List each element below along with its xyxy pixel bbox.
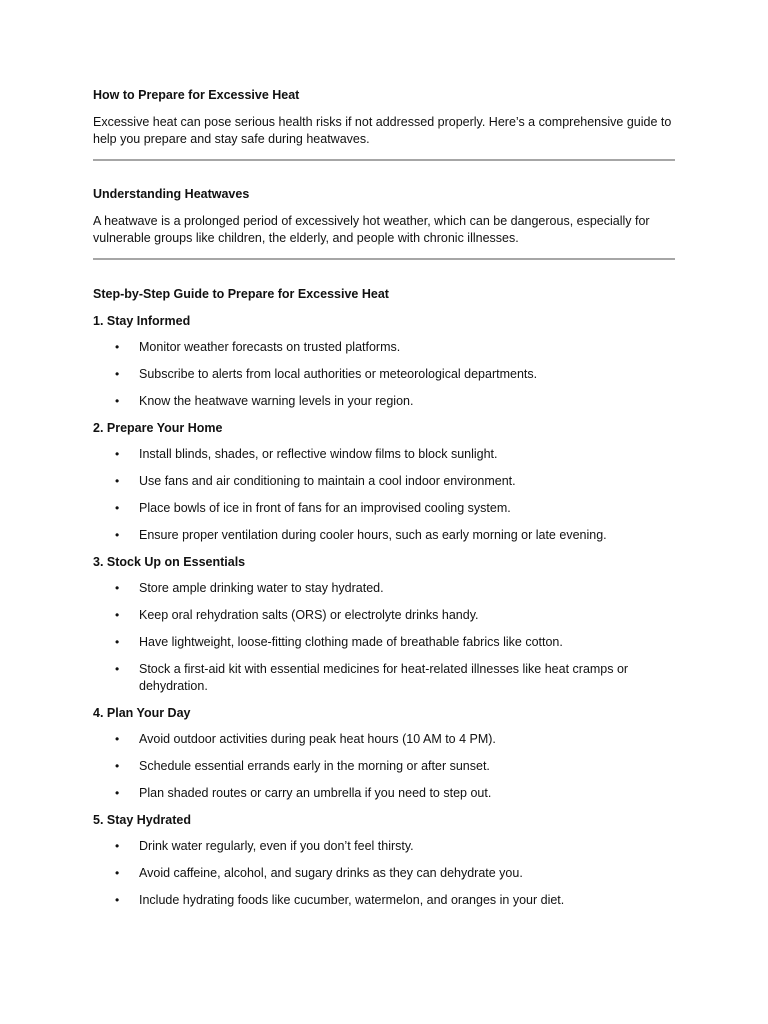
list-item-text: Store ample drinking water to stay hydrated. [139, 581, 384, 595]
list-item [93, 892, 675, 909]
bullet-icon: • [115, 732, 120, 746]
bullet-icon: • [115, 759, 120, 773]
section-heading: 1. Stay Informed [93, 314, 191, 328]
list-item [93, 393, 675, 410]
bullet-icon: • [115, 581, 120, 595]
list-item-text: Ensure proper ventilation during cooler hours, such as early morning or late evening. [139, 528, 607, 542]
bullet-icon: • [115, 501, 120, 515]
list-item [93, 661, 675, 695]
bullet-list [93, 580, 675, 695]
guide-sections [93, 312, 675, 909]
list-item [93, 838, 675, 855]
list-item-text: Plan shaded routes or carry an umbrella if you need to step out. [139, 786, 492, 800]
understanding-paragraph: A heatwave is a prolonged period of excessively hot weather, which can be dangerous, especially for vulnerable groups like children, the elderly, and people with chronic illnesses. [93, 214, 650, 245]
list-item [93, 731, 675, 748]
bullet-icon: • [115, 528, 120, 542]
list-item [93, 446, 675, 463]
bullet-icon: • [115, 474, 120, 488]
bullet-icon: • [115, 839, 120, 853]
bullet-icon: • [115, 447, 120, 461]
list-item [93, 865, 675, 882]
list-item [93, 785, 675, 802]
guide-heading: Step-by-Step Guide to Prepare for Excessive Heat [93, 287, 389, 301]
bullet-icon: • [115, 367, 120, 381]
bullet-list [93, 446, 675, 544]
list-item [93, 473, 675, 490]
list-item-text: Avoid outdoor activities during peak heat hours (10 AM to 4 PM). [139, 732, 496, 746]
intro-paragraph: Excessive heat can pose serious health risks if not addressed properly. Here’s a comprehensive guide to help you prepare and stay safe during heatwaves. [93, 115, 672, 146]
bullet-icon: • [115, 340, 120, 354]
bullet-icon: • [115, 662, 120, 676]
section-heading: 2. Prepare Your Home [93, 421, 223, 435]
understanding-heading: Understanding Heatwaves [93, 187, 250, 201]
list-item-text: Subscribe to alerts from local authorities or meteorological departments. [139, 367, 538, 381]
bullet-list [93, 731, 675, 802]
bullet-icon: • [115, 635, 120, 649]
list-item-text: Monitor weather forecasts on trusted platforms. [139, 340, 401, 354]
bullet-icon: • [115, 394, 120, 408]
bullet-icon: • [115, 893, 120, 907]
list-item-text: Schedule essential errands early in the morning or after sunset. [139, 759, 490, 773]
list-item [93, 607, 675, 624]
list-item-text: Place bowls of ice in front of fans for an improvised cooling system. [139, 501, 511, 515]
list-item-text: Stock a first-aid kit with essential medicines for heat-related illnesses like heat cramps or dehydration. [139, 662, 629, 693]
list-item-text: Drink water regularly, even if you don’t feel thirsty. [139, 839, 414, 853]
bullet-icon: • [115, 866, 120, 880]
list-item-text: Know the heatwave warning levels in your region. [139, 394, 414, 408]
list-item [93, 580, 675, 597]
section-heading: 3. Stock Up on Essentials [93, 555, 246, 569]
document-title: How to Prepare for Excessive Heat [93, 88, 300, 102]
document-page [93, 86, 675, 909]
list-item-text: Install blinds, shades, or reflective window films to block sunlight. [139, 447, 498, 461]
list-item [93, 366, 675, 383]
list-item [93, 634, 675, 651]
horizontal-rule [93, 258, 675, 260]
bullet-icon: • [115, 786, 120, 800]
bullet-icon: • [115, 608, 120, 622]
list-item [93, 527, 675, 544]
horizontal-rule [93, 159, 675, 161]
section-heading: 4. Plan Your Day [93, 706, 191, 720]
list-item-text: Keep oral rehydration salts (ORS) or electrolyte drinks handy. [139, 608, 479, 622]
bullet-list [93, 838, 675, 909]
list-item-text: Avoid caffeine, alcohol, and sugary drinks as they can dehydrate you. [139, 866, 523, 880]
list-item-text: Include hydrating foods like cucumber, watermelon, and oranges in your diet. [139, 893, 565, 907]
list-item-text: Use fans and air conditioning to maintain a cool indoor environment. [139, 474, 516, 488]
list-item [93, 758, 675, 775]
list-item-text: Have lightweight, loose-fitting clothing made of breathable fabrics like cotton. [139, 635, 563, 649]
list-item [93, 339, 675, 356]
bullet-list [93, 339, 675, 410]
list-item [93, 500, 675, 517]
section-heading: 5. Stay Hydrated [93, 813, 191, 827]
